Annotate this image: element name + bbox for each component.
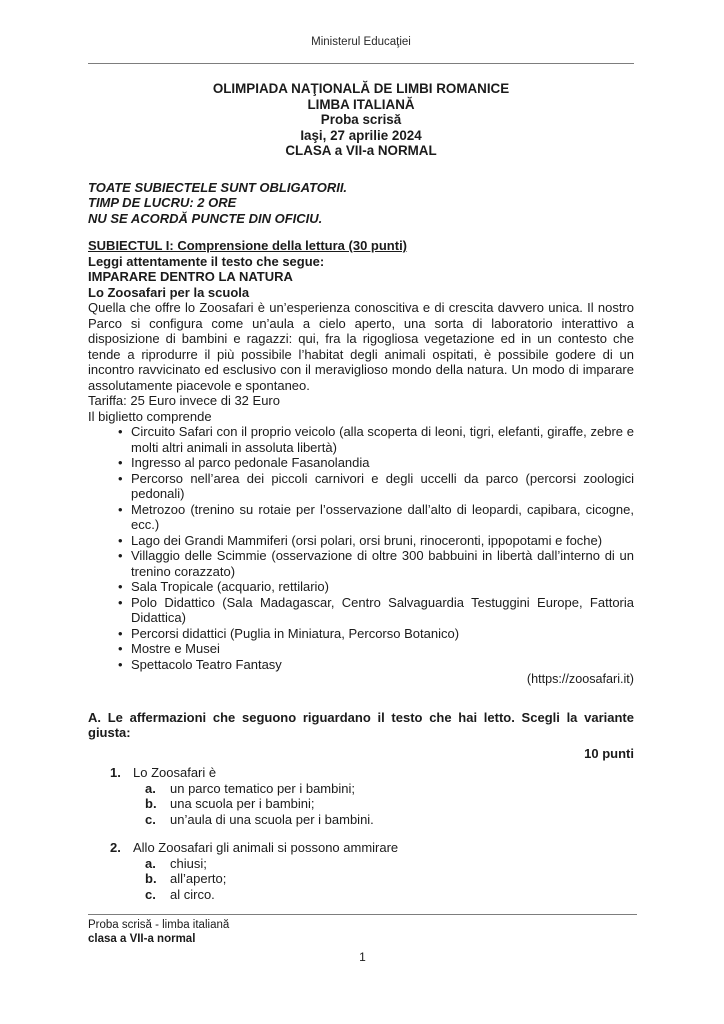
page-footer — [88, 914, 637, 964]
question-1 — [88, 765, 634, 827]
ticket-item: • Ingresso al parco pedonale Fasanolandia — [118, 455, 634, 471]
option-letter: a. — [145, 855, 156, 871]
question-1-option-b — [88, 796, 634, 812]
question-2-option-c — [88, 887, 634, 903]
question-text: Lo Zoosafari è — [133, 765, 217, 780]
option-letter: c. — [145, 886, 156, 902]
title-place-date: Iaşi, 27 aprilie 2024 — [300, 127, 422, 143]
option-letter: a. — [145, 780, 156, 796]
reading-text-subtitle: Lo Zoosafari per la scuola — [88, 284, 250, 300]
instruction-time: TIMP DE LUCRU: 2 ORE — [88, 195, 237, 210]
question-2-stem — [88, 840, 634, 856]
exam-instructions — [88, 180, 634, 227]
ticket-item: • Percorso nell’area dei piccoli carnivori e degli uccelli da parco (percorsi zoologici pedonali) — [118, 471, 634, 502]
ticket-includes-list — [118, 424, 634, 672]
option-text: al circo. — [170, 886, 215, 902]
ministry-header: Ministerul Educaţiei — [311, 36, 411, 48]
ticket-item: • Polo Didattico (Sala Madagascar, Centro Salvaguardia Testuggini Europe, Fattoria Didattica) — [118, 595, 634, 626]
option-letter: b. — [145, 796, 157, 811]
instruction-points: NU SE ACORDĂ PUNCTE DIN OFICIU. — [88, 210, 323, 226]
title-olympiad: OLIMPIADA NAŢIONALĂ DE LIMBI ROMANICE — [212, 81, 510, 96]
ticket-item: • Mostre e Musei — [118, 641, 634, 657]
option-text: un parco tematico per i bambini; — [170, 780, 355, 796]
question-number: 1. — [110, 765, 121, 780]
question-1-stem — [88, 765, 634, 781]
ticket-item: • Spettacolo Teatro Fantasy — [118, 657, 634, 673]
ticket-intro: Il biglietto comprende — [88, 408, 212, 424]
question-2 — [88, 840, 634, 902]
footer-divider — [88, 914, 637, 915]
option-letter: c. — [145, 811, 156, 827]
subject1-heading — [88, 238, 634, 254]
option-letter: b. — [145, 871, 157, 886]
question-1-option-a — [88, 781, 634, 797]
question-number: 2. — [110, 840, 121, 855]
question-text: Allo Zoosafari gli animali si possono ammirare — [133, 840, 399, 855]
reading-paragraph: Quella che offre lo Zoosafari è un’esperienza conoscitiva e di crescita davvero unica. Il nostro Parco si configura come un’aula a cielo aperto, una sorta di laboratorio interattivo a disposizione di bambini e ragazzi: qui, fra la rigogliosa vegetazione ed in un contesto che tende a riprodurre il più possibile l’habitat degli animali ospitati, è possibile godere di un incontro ravvicinato ed esclusivo con il meraviglioso mondo della natura. Un modo di imparare assolutamente piacevole e spontaneo. — [88, 300, 634, 393]
source-url: (https://zoosafari.it) — [526, 672, 634, 686]
tariff-line: Tariffa: 25 Euro invece di 32 Euro — [88, 393, 280, 408]
section-a-points: 10 punti — [584, 745, 634, 761]
option-text: all’aperto; — [170, 871, 227, 886]
option-text: un’aula di una scuola per i bambini. — [170, 811, 374, 827]
question-1-option-c — [88, 812, 634, 828]
subject1-heading-text: SUBIECTUL I: Comprensione della lettura (30 punti) — [88, 238, 408, 253]
option-text: chiusi; — [170, 855, 207, 871]
option-text: una scuola per i bambini; — [170, 796, 315, 811]
question-2-option-b — [88, 871, 634, 887]
document-title-block — [88, 81, 634, 159]
section-a-prompt: A. Le affermazioni che seguono riguardano il testo che hai letto. Scegli la variante giusta: — [88, 709, 634, 740]
title-exam-type: Proba scrisă — [320, 112, 402, 127]
ticket-item: • Metrozoo (trenino su rotaie per l’osservazione dall’alto di leopardi, capibara, cicogne, ecc.) — [118, 502, 634, 533]
footer-class-label: clasa a VII-a normal — [88, 932, 196, 945]
header-divider — [88, 63, 634, 64]
ticket-item: • Villaggio delle Scimmie (osservazione di oltre 300 babbuini in libertà dall’interno di un trenino corazzato) — [118, 548, 634, 579]
reading-text-title: IMPARARE DENTRO LA NATURA — [88, 269, 293, 284]
ticket-item: • Sala Tropicale (acquario, rettilario) — [118, 579, 634, 595]
question-2-option-a — [88, 856, 634, 872]
ticket-item: • Circuito Safari con il proprio veicolo (alla scoperta di leoni, tigri, elefanti, giraffe, zebre e molti altri animali in assoluta libertà) — [118, 424, 634, 455]
ticket-item: • Percorsi didattici (Puglia in Miniatura, Percorso Botanico) — [118, 626, 634, 642]
ticket-item: • Lago dei Grandi Mammiferi (orsi polari, orsi bruni, rinoceronti, ippopotami e foche) — [118, 533, 634, 549]
subject1-lead: Leggi attentamente il testo che segue: — [88, 253, 325, 269]
title-language: LIMBA ITALIANĂ — [307, 96, 415, 112]
title-class: CLASA a VII-a NORMAL — [285, 143, 437, 158]
instruction-mandatory: TOATE SUBIECTELE SUNT OBLIGATORII. — [88, 179, 348, 195]
page-number: 1 — [359, 950, 366, 964]
footer-exam-label: Proba scrisă - limba italiană — [88, 919, 230, 931]
